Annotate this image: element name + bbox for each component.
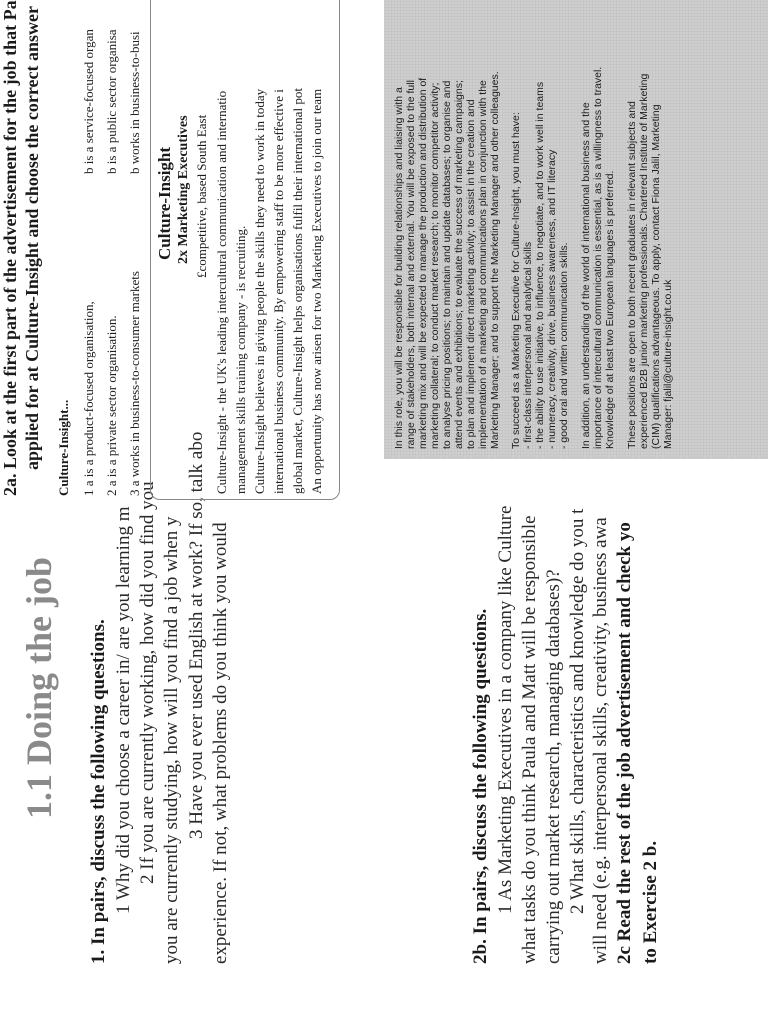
q2c-heading-cont: to Exercise 2 b.: [640, 840, 661, 964]
scan-text-line: (CIM) qualifications advantageous. To apply, contact Fiona Jalil, Marketing: [650, 104, 662, 449]
scan-text-line: - good oral and written communication skills.: [558, 242, 570, 449]
ad-text-line: Culture-Insight - the UK's leading intercultural communication and internatio: [214, 90, 229, 494]
scan-text-line: implementation of a marketing and communications plan in conjunction with the: [477, 80, 489, 449]
q2b-line: will need (e.g. interpersonal skills, creativity, business awa: [590, 517, 611, 964]
scan-text-line: marketing collateral; to conduct market research; to monitor competitor activity;: [429, 82, 441, 449]
scan-text-line: In addition, an understanding of the world of international business and the: [580, 102, 592, 449]
q2a-heading-cont: applied for at Culture-Insight and choose the correct answer: [22, 6, 42, 470]
ad-text-line: international business community. By empowering staff to be more effective i: [271, 89, 286, 494]
ad-text-line: Culture-Insight believes in giving people the skills they need to work in today: [252, 88, 267, 494]
scan-text-line: Marketing Manager; and to support the Marketing Manager and other colleagues.: [489, 71, 501, 449]
scan-text-line: to plan and implement direct marketing activity; to assist in the creation and: [465, 99, 477, 449]
ad-position: 2x Marketing Executives: [176, 115, 191, 264]
option-b: b is a public sector organisa: [104, 29, 119, 174]
q2a-label: Culture-Insight...: [56, 399, 71, 496]
q1-line: 2 If you are currently working, how did you find you: [137, 481, 158, 884]
option-b: b works in business-to-busi: [127, 31, 142, 174]
option-a: 2 a is a private sector organisation.: [104, 315, 119, 496]
q2b-heading: 2b. In pairs, discuss the following questions.: [470, 608, 491, 964]
scan-text-line: marketing mix and will be expected to manage the production and distribution of: [417, 77, 429, 449]
q1-line: you are currently studying, how will you find a job when y: [161, 516, 182, 964]
ad-text-line: global market, Culture-Insight helps organisations fulfil their international pot: [290, 88, 305, 494]
ad-text-line: An opportunity has now arisen for two Marketing Executives to join our team: [309, 88, 324, 494]
scan-text-line: These positions are open to both recent graduates in relevant subjects and: [626, 101, 638, 449]
scan-text-line: - numeracy, creativity, drive, business awareness, and IT literacy: [546, 149, 558, 449]
scan-text-line: experienced B2B junior marketing professionals. Chartered Institute of Marketing: [638, 73, 650, 449]
scan-text-line: Knowledge of at least two European languages is preferred.: [604, 170, 616, 449]
ad-company-name: Culture-Insight: [155, 146, 174, 260]
scan-text-line: In this role, you will be responsible for building relationships and liaising with a: [393, 87, 405, 449]
q2b-line: 1 As Marketing Executives in a company like Culture: [495, 505, 516, 914]
q1-heading: 1. In pairs, discuss the following questions.: [88, 619, 109, 964]
scan-text-line: to analyse pricing positions; to maintain and update databases; to organise and: [441, 80, 453, 449]
ad-text-line: management skills training company - is recruiting.: [233, 225, 248, 494]
q1-line: 1 Why did you choose a career in/ are you learning m: [113, 506, 134, 914]
option-b: b is a service-focused organ: [81, 29, 96, 174]
q1-line: 3 Have you ever used English at work? If so, talk abo: [186, 431, 207, 839]
ad-salary: £competitive, based South East: [194, 114, 209, 278]
section-title: 1.1 Doing the job: [19, 556, 59, 819]
scan-text-line: - the ability to use initiative, to influence, to negotiate, and to work well in teams: [534, 81, 546, 449]
q2b-line: carrying out market research, managing databases)?: [543, 569, 564, 964]
scan-text-line: range of stakeholders, both internal and external. You will be exposed to the full: [405, 80, 417, 449]
scan-text-line: attend events and exhibitions; to evaluate the success of marketing campaigns;: [453, 80, 465, 449]
scan-text-line: To succeed as a Marketing Executive for Culture-Insight, you must have:: [510, 112, 522, 449]
q1-line: experience. If not, what problems do you think you would: [210, 522, 231, 964]
option-a: 3 a works in business-to-consumer markets: [127, 271, 142, 496]
scan-text-line: Manager: fjalil@culture-insight.co.uk: [662, 279, 674, 449]
scan-text-line: importance of intercultural communication is essential, as is a willingness to travel.: [592, 66, 604, 449]
q2b-line: what tasks do you think Paula and Matt will be responsible: [519, 515, 540, 964]
q2c-heading: 2c Read the rest of the job advertisement and check yo: [614, 522, 635, 964]
option-a: 1 a is a product-focused organisation,: [81, 301, 96, 496]
q2b-line: 2 What skills, characteristics and knowledge do you t: [567, 508, 588, 914]
scan-text-line: - first-class interpersonal and analytical skills: [522, 241, 534, 449]
q2a-heading: 2a. Look at the first part of the advertisement for the job that Pa: [0, 0, 20, 496]
